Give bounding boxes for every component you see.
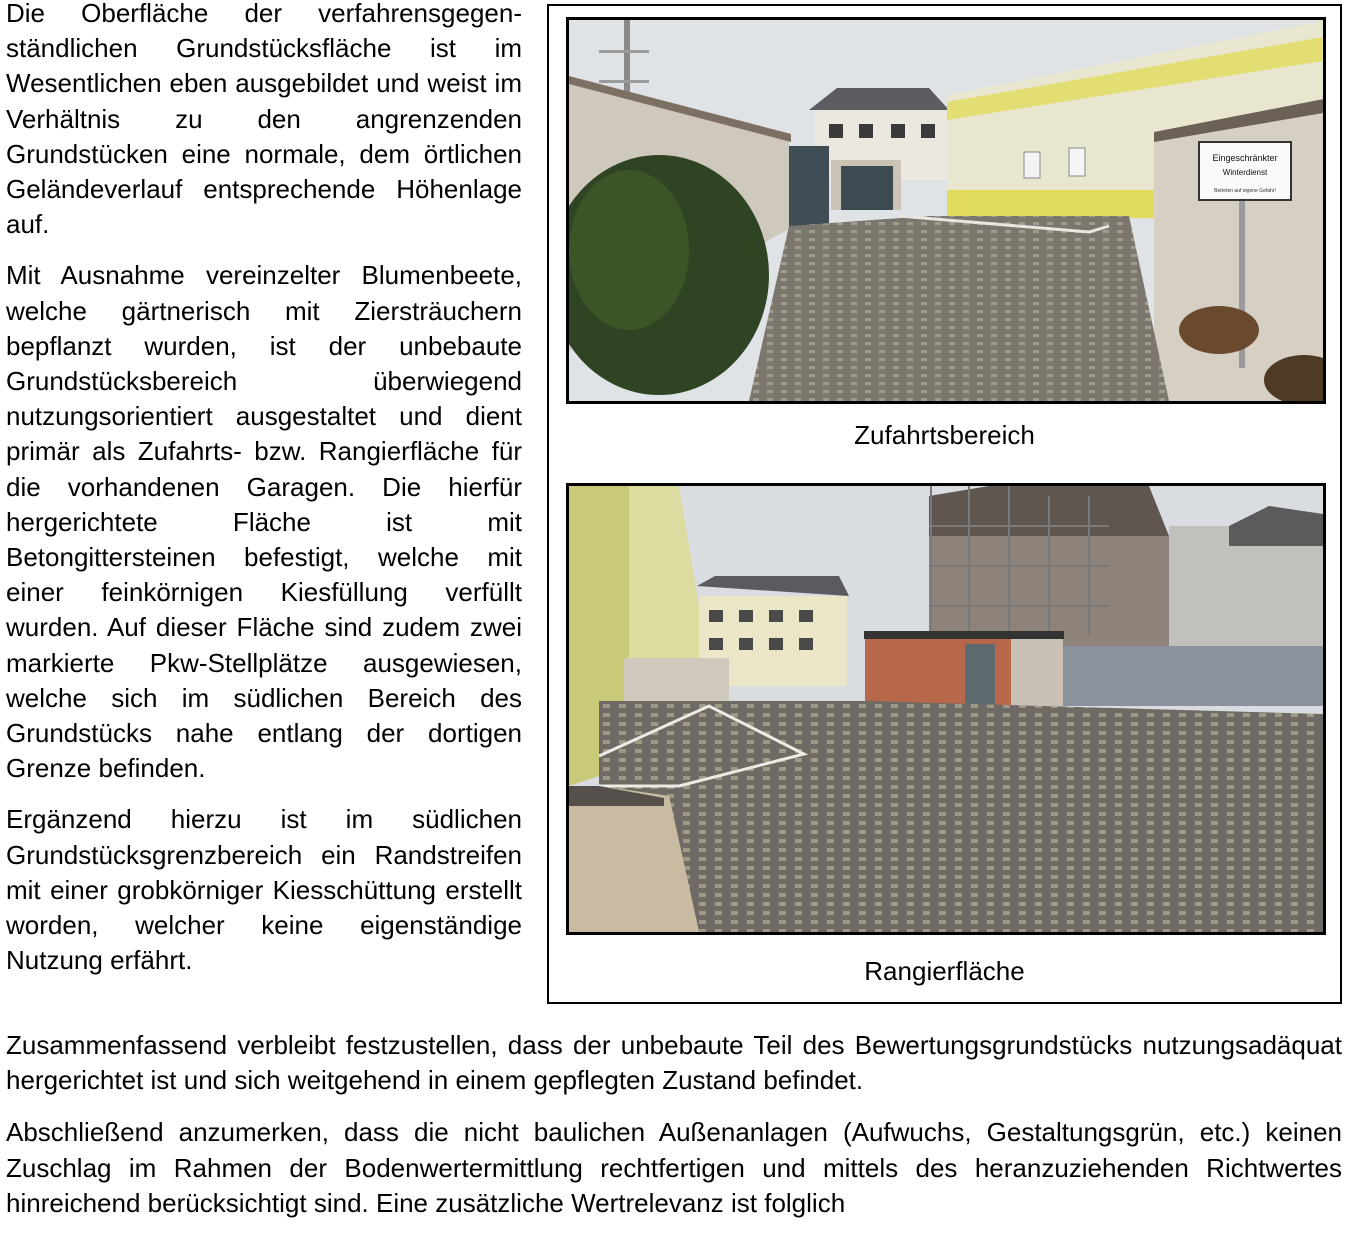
sign-text-3: Betreten auf eigene Gefahr! [1214,188,1276,194]
photo-maneuvering-area [566,483,1326,935]
caption-maneuvering-area: Rangierfläche [864,956,1025,986]
flower-bed [1179,306,1259,354]
paved-driveway [749,216,1169,401]
caption-driveway: Zufahrtsbereich [854,420,1035,450]
sign-text-2: Winterdienst [1222,168,1268,177]
sign-text-1: Eingeschränkter [1212,153,1278,163]
paved-area [599,701,1323,932]
left-text-column [6,0,522,994]
paragraph-summary: Zusammenfassend verbleibt festzustellen, dass der unbebaute Teil des Bewertungsgrundstücks nutzungsadäquat hergerichtet ist und sich weitgehend in einem gepflegten Zustand befindet. [6,1030,1342,1096]
paragraph-gravel-strip: Ergänzend hierzu ist im südlichen Grundstücksgrenzbereich ein Randstreifen mit einer grobkörniger Kiesschüttung erstellt worden, welcher keine eigenständige Nutzung erfährt. [6,804,522,976]
bottom-text [6,1028,1342,1238]
figure-box [547,4,1342,1004]
maneuvering-illustration [569,486,1323,932]
paragraph-conclusion: Abschließend anzumerken, dass die nicht baulichen Außenanlagen (Aufwuchs, Gestaltungsgrün, etc.) keinen Zuschlag im Rahmen der Bodenwertermittlung rechtfertigen und mittels des heranzuziehenden Richtwertes hinreichend berücksichtigt sind. Eine zusätzliche Wertrelevanz ist folglich [6,1117,1342,1218]
garage-roof [864,631,1064,639]
driveway-illustration [569,20,1323,401]
garage-door-center [841,166,893,210]
paragraph-surface: Die Oberfläche der verfahrensgegenständlichen Grundstücksfläche ist im Wesentlichen eben ausgebildet und weist im Verhältnis zu den angrenzenden Grundstücken eine normale, dem örtlichen Geländeverlauf entsprechende Höhenlage auf. [6,0,522,240]
photo-driveway [566,17,1326,404]
paragraph-usage: Mit Ausnahme vereinzelter Blumenbeete, welche gärtnerisch mit Ziersträuchern bepflanzt wurden, ist der unbebaute Grundstücksbereich überwiegend nutzungsorientiert ausgestaltet und dient primär als Zufahrts- bzw. Rangierfläche für die vorhandenen Garagen. Die hierfür hergerichtete Fläche ist mit Betongittersteinen befestigt, welche mit einer feinkörnigen Kiesfüllung verfüllt wurden. Auf dieser Fläche sind zudem zwei markierte Pkw-Stellplätze ausgewiesen, welche sich im südlichen Bereich des Grundstücks nahe entlang der dortigen Grenze befinden. [6,260,522,784]
garage-door-left [789,146,829,226]
fence [1059,646,1323,706]
